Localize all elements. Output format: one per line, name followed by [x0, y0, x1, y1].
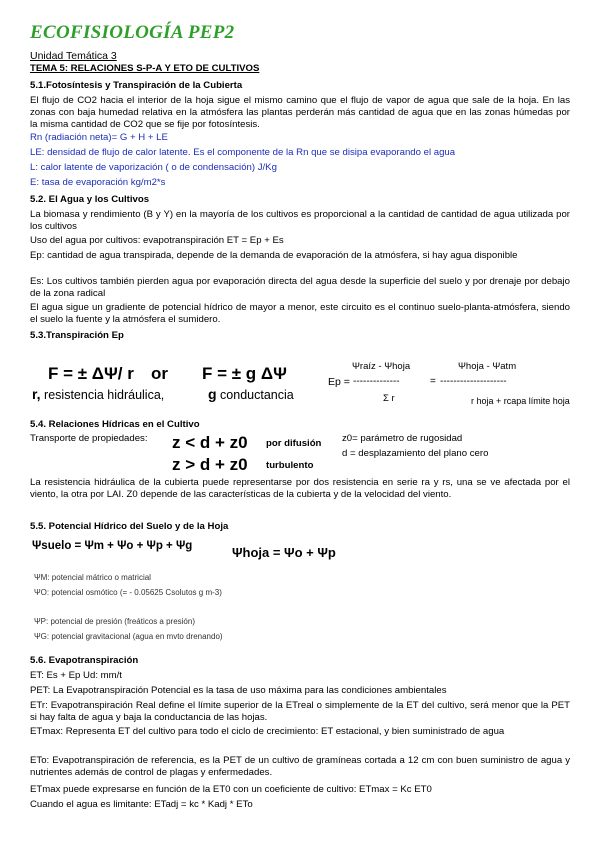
or-word: or — [151, 364, 168, 383]
section-5-1-paragraph: El flujo de CO2 hacia el interior de la hoja sigue el mismo camino que el flujo de vapor de agua que sale de la hoja. En las zonas con baja humedad relativa en la atmósfera las plantas perderán más cantidad de agua que en las zonas húmedas por la misma cantidad de CO2 que se fije por fotosíntesis. — [30, 95, 570, 130]
section-5-3-heading: 5.3.Transpiración Ep — [30, 330, 124, 341]
unit-label: Unidad Temática 3 — [30, 50, 117, 62]
section-5-2-p3: Ep: cantidad de agua transpirada, depende de la demanda de evaporación de la atmósfera, si hay agua disponible — [30, 250, 518, 261]
frac1-dashes: -------------- — [353, 376, 400, 387]
etr-definition: ETr: Evapotranspiración Real define el límite superior de la ETreal o simplemente de la ET del cultivo, será menor que la PET si hay falta de agua y baja la conductancia de las hojas. — [30, 700, 570, 723]
matric-potential-definition: ΨM: potencial mátrico o matricial — [34, 573, 151, 582]
d-definition: d = desplazamiento del plano cero — [342, 448, 489, 459]
flux-conductance-formula: F = ± g ΔΨ — [202, 364, 287, 383]
equals-sign: = — [430, 376, 436, 387]
frac2-dashes: -------------------- — [440, 376, 507, 387]
transport-label: Transporte de propiedades: — [30, 433, 148, 444]
document-title: ECOFISIOLOGÍA PEP2 — [30, 22, 235, 43]
le-definition: LE: densidad de flujo de calor latente. Es el componente de la Rn que se disipa evaporando el agua — [30, 147, 456, 158]
section-5-5-heading: 5.5. Potencial Hídrico del Suelo y de la Hoja — [30, 521, 229, 532]
etmax-kc-relation: ETmax puede expresarse en función de la ET0 con un coeficiente de cultivo: ETmax = Kc ET0 — [30, 784, 432, 795]
pressure-potential-definition: ΨP: potencial de presión (freáticos a presión) — [34, 617, 195, 626]
etadj-relation: Cuando el agua es limitante: ETadj = kc * Kadj * ETo — [30, 799, 253, 810]
pet-definition: PET: La Evapotranspiración Potencial es la tasa de uso máxima para las condiciones ambientales — [30, 685, 447, 696]
topic-heading: TEMA 5: RELACIONES S-P-A Y ETO DE CULTIVOS — [30, 63, 260, 74]
z0-definition: z0= parámetro de rugosidad — [342, 433, 463, 444]
section-5-6-heading: 5.6. Evapotranspiración — [30, 655, 139, 666]
soil-water-potential-equation: Ψsuelo = Ψm + Ψo + Ψp + Ψg — [32, 540, 193, 552]
eto-definition: ETo: Evapotranspiración de referencia, es la PET de un cultivo de gramíneas cortada a 12 cm con buen suministro de agua y nutrientes además de control de plagas y enfermedades. — [30, 755, 570, 778]
leaf-water-potential-equation: Ψhoja = Ψo + Ψp — [232, 545, 336, 560]
ep-lhs: Ep = — [328, 376, 350, 388]
frac2-denominator: r hoja + rcapa límite hoja — [471, 396, 570, 406]
etmax-definition: ETmax: Representa ET del cultivo para todo el ciclo de crecimiento: ET estacional, y bien suministrado de agua — [30, 726, 505, 737]
section-5-4-heading: 5.4. Relaciones Hídricas en el Cultivo — [30, 419, 200, 430]
et-definition: ET: Es + Ep Ud: mm/t — [30, 670, 122, 681]
frac2-numerator: Ψhoja - Ψatm — [458, 361, 517, 372]
flux-resistance-formula: F = ± ΔΨ/ r — [48, 364, 134, 383]
frac1-numerator: Ψraíz - Ψhoja — [352, 361, 411, 372]
section-5-2-p4: Es: Los cultivos también pierden agua por evaporación directa del agua desde la superficie del suelo y por drenaje por debajo de la zona radical — [30, 276, 570, 299]
g-description: conductancia — [216, 388, 294, 402]
osmotic-potential-definition: ΨO: potencial osmótico (= - 0.05625 Csolutos g m-3) — [34, 588, 222, 597]
section-5-1-heading: 5.1.Fotosíntesis y Transpiración de la Cubierta — [30, 80, 243, 91]
r-symbol: r, — [32, 386, 41, 402]
section-5-2-p5: El agua sigue un gradiente de potencial hídrico de mayor a menor, este circuito es el continuo suelo-planta-atmósfera, siendo el suelo la fuente y la atmósfera el sumidero. — [30, 302, 570, 325]
diffusion-condition: z < d + z0 — [172, 433, 248, 452]
rn-equation: Rn (radiación neta)= G + H + LE — [30, 132, 168, 143]
e-definition: E: tasa de evaporación kg/m2*s — [30, 177, 166, 188]
turbulent-label: turbulento — [266, 460, 314, 471]
turbulent-condition: z > d + z0 — [172, 455, 248, 474]
section-5-4-paragraph: La resistencia hidráulica de la cubierta puede representarse por dos resistencia en serie ra y rs, una se ve afectada por el viento, la otra por LAI. Z0 depende de las características de la cubierta y de la velocidad del viento. — [30, 477, 570, 500]
gravitational-potential-definition: ΨG: potencial gravitacional (agua en mvto drenando) — [34, 632, 223, 641]
l-definition: L: calor latente de vaporización ( o de condensación) J/Kg — [30, 162, 277, 173]
frac1-denominator: Σ r — [383, 393, 395, 404]
section-5-2-p2: Uso del agua por cultivos: evapotranspiración ET = Ep + Es — [30, 235, 284, 246]
r-description: resistencia hidráulica, — [40, 388, 165, 402]
g-symbol: g — [208, 386, 217, 402]
diffusion-label: por difusión — [266, 438, 322, 449]
section-5-2-p1: La biomasa y rendimiento (B y Y) en la mayoría de los cultivos es proporcional a la cantidad de cantidad de agua utilizada por los cultivos — [30, 209, 570, 232]
section-5-2-heading: 5.2. El Agua y los Cultivos — [30, 194, 150, 205]
